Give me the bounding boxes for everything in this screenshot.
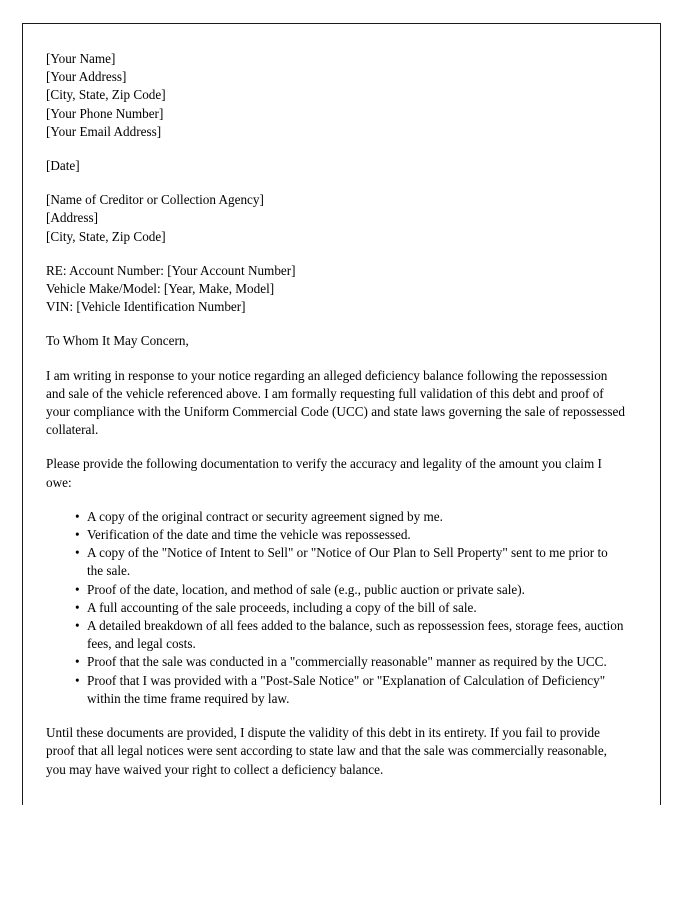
reference-block — [46, 262, 626, 317]
list-item: • A full accounting of the sale proceeds, including a copy of the bill of sale. — [75, 599, 626, 617]
paragraph-dispute: Until these documents are provided, I dispute the validity of this debt in its entirety. If you fail to provide proof that all legal notices were sent according to state law and that the sale was commercially reasonable, you may have waived your right to collect a deficiency balance. — [46, 725, 607, 777]
recipient-city-line: [City, State, Zip Code] — [46, 228, 166, 244]
date-line: [Date] — [46, 158, 80, 174]
sender-street-line: [Your Address] — [46, 69, 127, 85]
list-item: • A detailed breakdown of all fees added to the balance, such as repossession fees, storage fees, auction fees, and legal costs. — [75, 617, 626, 653]
spacer-after-list — [46, 708, 626, 724]
list-item: • Verification of the date and time the vehicle was repossessed. — [75, 526, 626, 544]
reference-account-line: RE: Account Number: [Your Account Number] — [46, 262, 296, 278]
list-item: • Proof of the date, location, and method of sale (e.g., public auction or private sale). — [75, 581, 626, 599]
reference-vehicle-line: Vehicle Make/Model: [Year, Make, Model] — [46, 281, 275, 297]
paragraph-intro: I am writing in response to your notice regarding an alleged deficiency balance following the repossession and sale of the vehicle referenced above. I am formally requesting full validation of this debt and proof of your compliance with the Uniform Commercial Code (UCC) and state laws governing the sale of repossessed collateral. — [46, 367, 626, 438]
spacer-after-intro — [46, 439, 626, 455]
spacer-after-sender — [46, 141, 626, 157]
paragraph-request: Please provide the following documentation to verify the accuracy and legality of the amount you claim I owe: — [46, 456, 602, 490]
sender-city-line: [City, State, Zip Code] — [46, 87, 166, 103]
recipient-street-line: [Address] — [46, 210, 99, 226]
documentation-list — [46, 508, 626, 708]
document-page — [22, 23, 661, 805]
list-item: • A copy of the original contract or security agreement signed by me. — [75, 508, 626, 526]
list-item: • Proof that I was provided with a "Post-Sale Notice" or "Explanation of Calculation of Deficiency" within the time frame required by law. — [75, 672, 626, 708]
sender-email-line: [Your Email Address] — [46, 123, 162, 139]
spacer-after-recipient — [46, 246, 626, 262]
spacer-after-salutation — [46, 351, 626, 367]
list-item: • Proof that the sale was conducted in a "commercially reasonable" manner as required by the UCC. — [75, 653, 626, 671]
date-block — [46, 157, 626, 175]
recipient-address-block — [46, 191, 626, 246]
spacer-after-date — [46, 175, 626, 191]
recipient-name-line: [Name of Creditor or Collection Agency] — [46, 192, 264, 208]
sender-address-block — [46, 50, 626, 141]
letter-body — [46, 50, 626, 779]
spacer-after-reference — [46, 316, 626, 332]
salutation: To Whom It May Concern, — [46, 333, 189, 349]
list-item: • A copy of the "Notice of Intent to Sell" or "Notice of Our Plan to Sell Property" sent to me prior to the sale. — [75, 544, 626, 580]
spacer-before-list — [46, 492, 626, 508]
reference-vin-line: VIN: [Vehicle Identification Number] — [46, 299, 246, 315]
sender-phone-line: [Your Phone Number] — [46, 105, 164, 121]
sender-name-line: [Your Name] — [46, 51, 116, 66]
